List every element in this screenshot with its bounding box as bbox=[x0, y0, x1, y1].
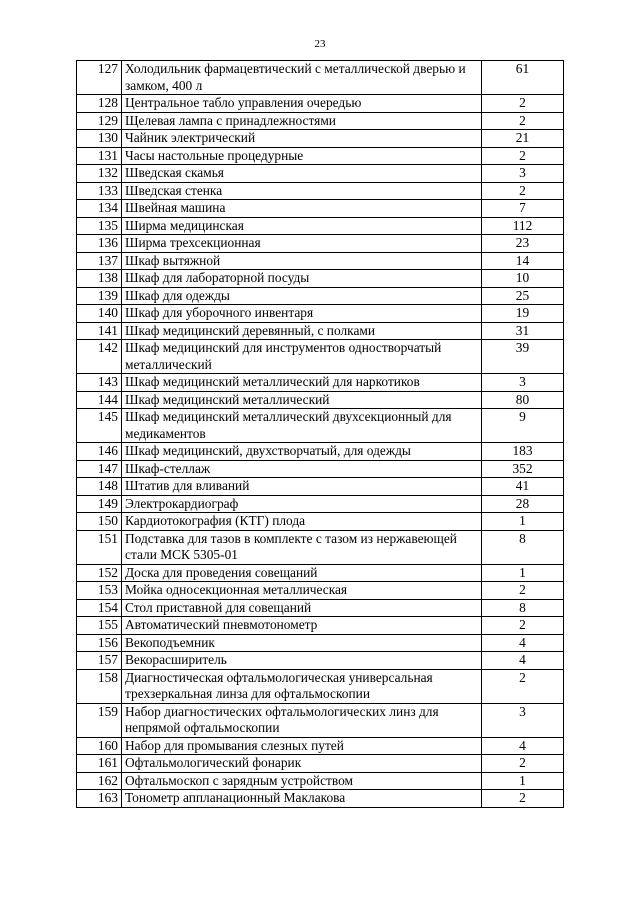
table-row bbox=[77, 147, 564, 165]
item-name: Шкаф медицинский металлический для наркотиков bbox=[122, 374, 482, 392]
item-quantity: 9 bbox=[482, 409, 564, 443]
item-name: Набор диагностических офтальмологических линз для непрямой офтальмоскопии bbox=[122, 703, 482, 737]
item-quantity: 21 bbox=[482, 130, 564, 148]
item-quantity: 4 bbox=[482, 737, 564, 755]
item-name: Холодильник фармацевтический с металлической дверью и замком, 400 л bbox=[122, 61, 482, 95]
table-row bbox=[77, 530, 564, 564]
row-number: 157 bbox=[77, 652, 122, 670]
item-quantity: 61 bbox=[482, 61, 564, 95]
item-name: Набор для промывания слезных путей bbox=[122, 737, 482, 755]
table-row bbox=[77, 322, 564, 340]
table-row bbox=[77, 305, 564, 323]
row-number: 158 bbox=[77, 669, 122, 703]
table-row bbox=[77, 495, 564, 513]
item-name: Центральное табло управления очередью bbox=[122, 95, 482, 113]
item-quantity: 8 bbox=[482, 599, 564, 617]
item-name: Мойка односекционная металлическая bbox=[122, 582, 482, 600]
item-quantity: 14 bbox=[482, 252, 564, 270]
table-row bbox=[77, 130, 564, 148]
item-quantity: 8 bbox=[482, 530, 564, 564]
item-quantity: 3 bbox=[482, 703, 564, 737]
row-number: 127 bbox=[77, 61, 122, 95]
table-row bbox=[77, 703, 564, 737]
item-name: Диагностическая офтальмологическая универсальная трехзеркальная линза для офтальмоскопии bbox=[122, 669, 482, 703]
row-number: 130 bbox=[77, 130, 122, 148]
table-row bbox=[77, 287, 564, 305]
item-quantity: 2 bbox=[482, 182, 564, 200]
row-number: 147 bbox=[77, 460, 122, 478]
item-name: Тонометр аппланационный Маклакова bbox=[122, 790, 482, 808]
item-quantity: 4 bbox=[482, 652, 564, 670]
item-name: Часы настольные процедурные bbox=[122, 147, 482, 165]
table-row bbox=[77, 95, 564, 113]
row-number: 146 bbox=[77, 443, 122, 461]
table-row bbox=[77, 391, 564, 409]
equipment-table-body bbox=[77, 61, 564, 808]
table-row bbox=[77, 478, 564, 496]
table-row bbox=[77, 513, 564, 531]
item-name: Штатив для вливаний bbox=[122, 478, 482, 496]
table-row bbox=[77, 165, 564, 183]
item-quantity: 10 bbox=[482, 270, 564, 288]
row-number: 139 bbox=[77, 287, 122, 305]
item-name: Векоподъемник bbox=[122, 634, 482, 652]
item-quantity: 2 bbox=[482, 617, 564, 635]
item-quantity: 2 bbox=[482, 790, 564, 808]
item-name: Ширма медицинская bbox=[122, 217, 482, 235]
item-name: Автоматический пневмотонометр bbox=[122, 617, 482, 635]
item-quantity: 19 bbox=[482, 305, 564, 323]
table-row bbox=[77, 61, 564, 95]
item-name: Офтальмологический фонарик bbox=[122, 755, 482, 773]
row-number: 163 bbox=[77, 790, 122, 808]
row-number: 150 bbox=[77, 513, 122, 531]
item-quantity: 112 bbox=[482, 217, 564, 235]
row-number: 152 bbox=[77, 564, 122, 582]
row-number: 162 bbox=[77, 772, 122, 790]
table-row bbox=[77, 409, 564, 443]
table-row bbox=[77, 652, 564, 670]
item-name: Чайник электрический bbox=[122, 130, 482, 148]
table-row bbox=[77, 737, 564, 755]
item-name: Щелевая лампа с принадлежностями bbox=[122, 112, 482, 130]
table-row bbox=[77, 599, 564, 617]
row-number: 137 bbox=[77, 252, 122, 270]
table-row bbox=[77, 252, 564, 270]
row-number: 131 bbox=[77, 147, 122, 165]
row-number: 156 bbox=[77, 634, 122, 652]
item-name: Шкаф медицинский металлический двухсекционный для медикаментов bbox=[122, 409, 482, 443]
table-row bbox=[77, 217, 564, 235]
row-number: 153 bbox=[77, 582, 122, 600]
row-number: 148 bbox=[77, 478, 122, 496]
row-number: 145 bbox=[77, 409, 122, 443]
item-quantity: 31 bbox=[482, 322, 564, 340]
item-quantity: 1 bbox=[482, 513, 564, 531]
item-name: Шкаф медицинский для инструментов одностворчатый металлический bbox=[122, 340, 482, 374]
item-name: Офтальмоскоп с зарядным устройством bbox=[122, 772, 482, 790]
item-quantity: 183 bbox=[482, 443, 564, 461]
table-row bbox=[77, 634, 564, 652]
item-quantity: 23 bbox=[482, 235, 564, 253]
row-number: 133 bbox=[77, 182, 122, 200]
item-name: Кардиотокография (КТГ) плода bbox=[122, 513, 482, 531]
item-name: Шкаф для уборочного инвентаря bbox=[122, 305, 482, 323]
table-row bbox=[77, 582, 564, 600]
table-row bbox=[77, 235, 564, 253]
item-name: Швейная машина bbox=[122, 200, 482, 218]
row-number: 160 bbox=[77, 737, 122, 755]
row-number: 128 bbox=[77, 95, 122, 113]
table-row bbox=[77, 460, 564, 478]
item-name: Шкаф медицинский металлический bbox=[122, 391, 482, 409]
table-row bbox=[77, 270, 564, 288]
item-name: Векорасширитель bbox=[122, 652, 482, 670]
table-row bbox=[77, 182, 564, 200]
item-quantity: 352 bbox=[482, 460, 564, 478]
item-quantity: 1 bbox=[482, 564, 564, 582]
item-quantity: 3 bbox=[482, 165, 564, 183]
page-number: 23 bbox=[314, 38, 326, 50]
item-name: Ширма трехсекционная bbox=[122, 235, 482, 253]
table-row bbox=[77, 755, 564, 773]
item-quantity: 2 bbox=[482, 112, 564, 130]
table-row bbox=[77, 790, 564, 808]
item-quantity: 4 bbox=[482, 634, 564, 652]
item-name: Доска для проведения совещаний bbox=[122, 564, 482, 582]
item-name: Шведская скамья bbox=[122, 165, 482, 183]
item-name: Шкаф вытяжной bbox=[122, 252, 482, 270]
table-row bbox=[77, 200, 564, 218]
item-quantity: 2 bbox=[482, 95, 564, 113]
item-quantity: 39 bbox=[482, 340, 564, 374]
table-row bbox=[77, 374, 564, 392]
row-number: 135 bbox=[77, 217, 122, 235]
item-quantity: 7 bbox=[482, 200, 564, 218]
item-quantity: 25 bbox=[482, 287, 564, 305]
row-number: 155 bbox=[77, 617, 122, 635]
row-number: 140 bbox=[77, 305, 122, 323]
table-row bbox=[77, 112, 564, 130]
item-quantity: 3 bbox=[482, 374, 564, 392]
row-number: 159 bbox=[77, 703, 122, 737]
table-row bbox=[77, 772, 564, 790]
item-quantity: 28 bbox=[482, 495, 564, 513]
row-number: 161 bbox=[77, 755, 122, 773]
item-name: Шкаф для одежды bbox=[122, 287, 482, 305]
row-number: 138 bbox=[77, 270, 122, 288]
item-quantity: 2 bbox=[482, 582, 564, 600]
row-number: 144 bbox=[77, 391, 122, 409]
row-number: 129 bbox=[77, 112, 122, 130]
item-quantity: 41 bbox=[482, 478, 564, 496]
item-quantity: 1 bbox=[482, 772, 564, 790]
table-row bbox=[77, 340, 564, 374]
item-quantity: 2 bbox=[482, 755, 564, 773]
item-quantity: 80 bbox=[482, 391, 564, 409]
item-quantity: 2 bbox=[482, 669, 564, 703]
item-quantity: 2 bbox=[482, 147, 564, 165]
equipment-table bbox=[76, 60, 564, 808]
table-row bbox=[77, 617, 564, 635]
row-number: 149 bbox=[77, 495, 122, 513]
item-name: Подставка для тазов в комплекте с тазом из нержавеющей стали МСК 5305-01 bbox=[122, 530, 482, 564]
row-number: 132 bbox=[77, 165, 122, 183]
item-name: Шведская стенка bbox=[122, 182, 482, 200]
table-row bbox=[77, 669, 564, 703]
item-name: Шкаф медицинский деревянный, с полками bbox=[122, 322, 482, 340]
row-number: 134 bbox=[77, 200, 122, 218]
row-number: 154 bbox=[77, 599, 122, 617]
row-number: 141 bbox=[77, 322, 122, 340]
item-name: Шкаф для лабораторной посуды bbox=[122, 270, 482, 288]
table-row bbox=[77, 443, 564, 461]
row-number: 143 bbox=[77, 374, 122, 392]
row-number: 151 bbox=[77, 530, 122, 564]
row-number: 136 bbox=[77, 235, 122, 253]
row-number: 142 bbox=[77, 340, 122, 374]
item-name: Шкаф-стеллаж bbox=[122, 460, 482, 478]
item-name: Электрокардиограф bbox=[122, 495, 482, 513]
item-name: Шкаф медицинский, двухстворчатый, для одежды bbox=[122, 443, 482, 461]
item-name: Стол приставной для совещаний bbox=[122, 599, 482, 617]
table-row bbox=[77, 564, 564, 582]
